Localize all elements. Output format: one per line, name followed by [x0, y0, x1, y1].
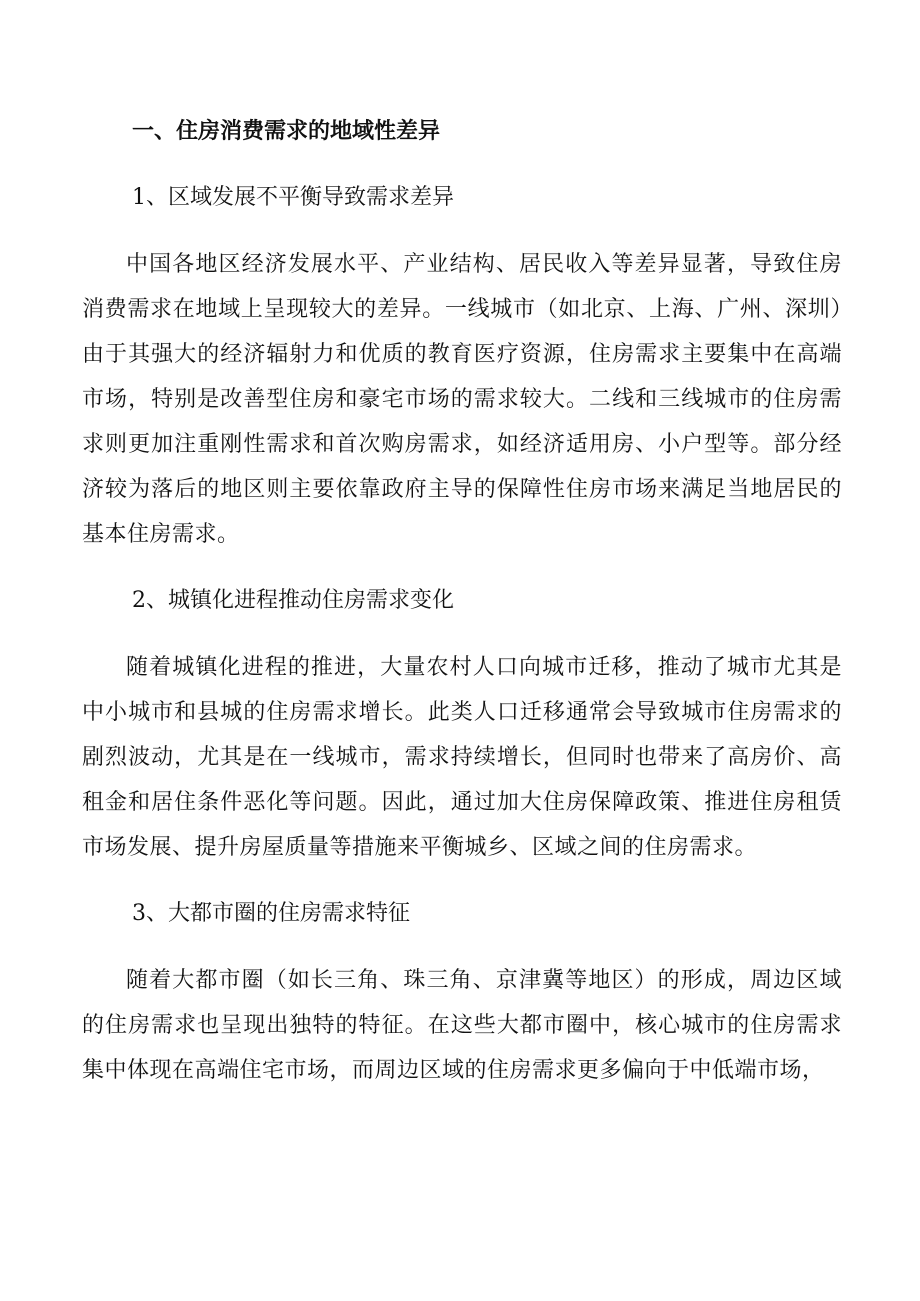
section-1-title: 1、区域发展不平衡导致需求差异 — [132, 185, 454, 210]
section-2-paragraph: 随着城镇化进程的推进，大量农村人口向城市迁移，推动了城市尤其是中小城市和县城的住房需求增长。此类人口迁移通常会导致城市住房需求的剧烈波动，尤其是在一线城市，需求持续增长，但同时也带来了高房价、高租金和居住条件恶化等问题。因此，通过加大住房保障政策、推进住房租赁市场发展、提升房屋质量等措施来平衡城乡、区域之间的住房需求。 — [82, 655, 842, 860]
section-1-paragraph: 中国各地区经济发展水平、产业结构、居民收入等差异显著，导致住房消费需求在地域上呈现较大的差异。一线城市（如北京、上海、广州、深圳）由于其强大的经济辐射力和优质的教育医疗资源，住房需求主要集中在高端市场，特别是改善型住房和豪宅市场的需求较大。二线和三线城市的住房需求则更加注重刚性需求和首次购房需求，如经济适用房、小户型等。部分经济较为落后的地区则主要依靠政府主导的保障性住房市场来满足当地居民的基本住房需求。 — [82, 252, 842, 547]
section-2-title: 2、城镇化进程推动住房需求变化 — [132, 588, 454, 613]
main-heading: 一、住房消费需求的地域性差异 — [132, 119, 441, 144]
section-3-paragraph: 随着大都市圈（如长三角、珠三角、京津冀等地区）的形成，周边区域的住房需求也呈现出独特的特征。在这些大都市圈中，核心城市的住房需求集中体现在高端住宅市场，而周边区域的住房需求更多偏向于中低端市场， — [82, 968, 842, 1083]
section-3-title: 3、大都市圈的住房需求特征 — [132, 901, 410, 926]
document-body — [82, 110, 842, 1093]
